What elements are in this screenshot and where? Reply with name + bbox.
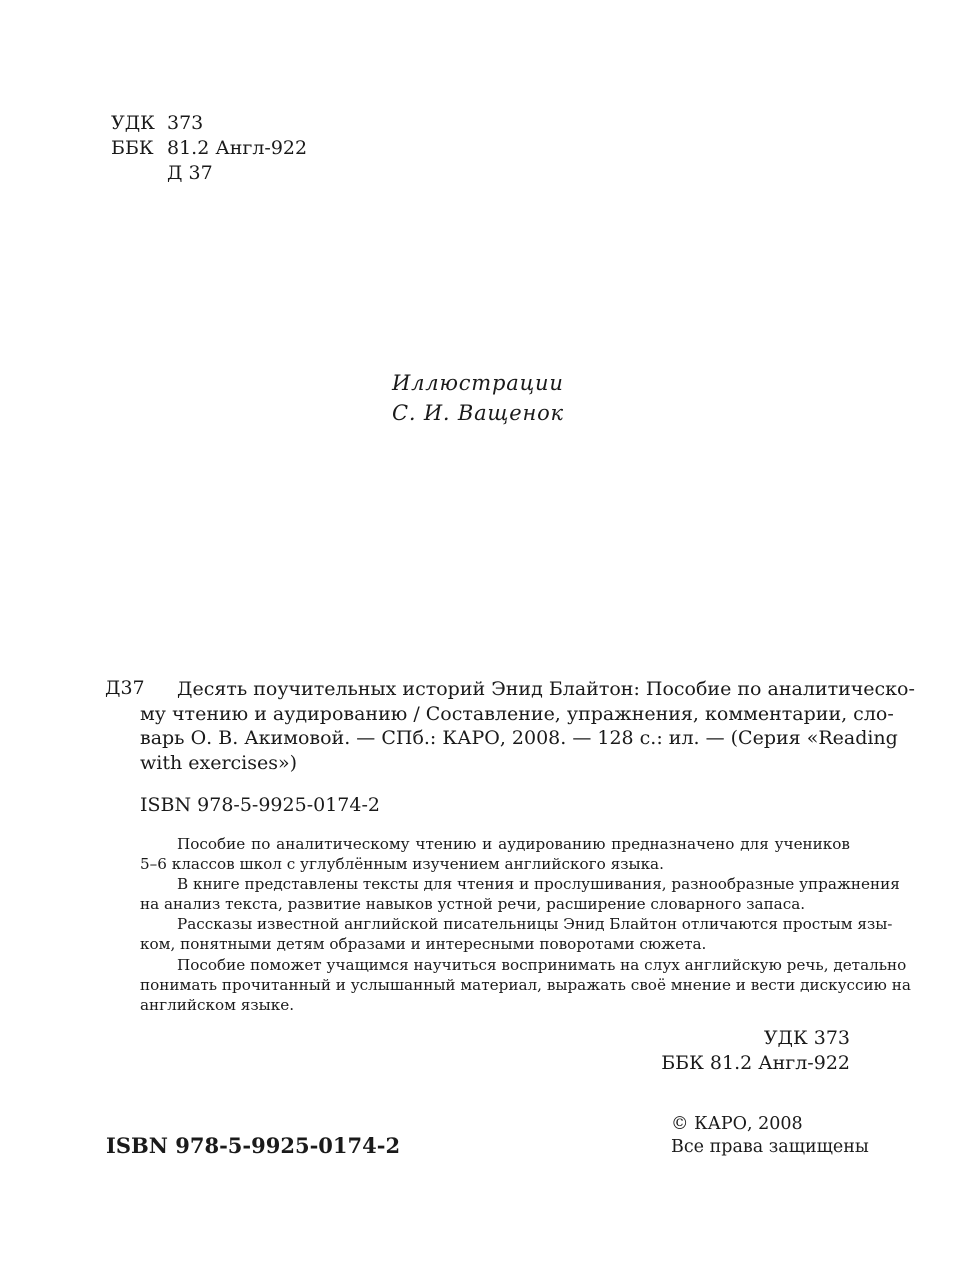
annotation-line: на анализ текста, развитие навыков устной речи, расширение словарного запаса. (140, 895, 806, 914)
copyright-line: © КАРО, 2008 (671, 1114, 803, 1134)
annotation-line: 5–6 классов школ с углублённым изучением английского языка. (140, 855, 664, 874)
annotation-line: Пособие по аналитическому чтению и аудированию предназначено для учеников (177, 835, 850, 853)
bib-line: му чтению и аудированию / Составление, упражнения, комментарии, сло- (140, 702, 894, 725)
annotation-paragraph (140, 874, 900, 914)
bib-code: Д37 (105, 677, 145, 699)
annotation-line: понимать прочитанный и услышанный материал, выражать своё мнение и вести дискуссию на (140, 975, 911, 994)
bibliographic-entry (140, 677, 915, 775)
annotation-paragraph (140, 955, 911, 1015)
annotation-line: В книге представлены тексты для чтения и прослушивания, разнообразные упражнения (177, 875, 900, 894)
bib-line: варь О. В. Акимовой. — СПб.: КАРО, 2008. — 128 с.: ил. — (Серия «Reading (140, 727, 898, 749)
isbn-bottom: ISBN 978-5-9925-0174-2 (106, 1133, 401, 1158)
annotation (140, 834, 911, 1015)
udk-bottom: УДК 373 (763, 1027, 850, 1049)
udk-value: 373 (167, 112, 204, 134)
annotation-line: Пособие поможет учащимся научиться воспринимать на слух английскую речь, детально (177, 955, 907, 974)
bib-line: with exercises») (140, 751, 298, 774)
annotation-line: английском языке. (140, 995, 295, 1014)
annotation-line: ком, понятными детям образами и интересными поворотами сюжета. (140, 935, 707, 954)
rights-reserved: Все права защищены (671, 1137, 869, 1157)
bib-line: Десять поучительных историй Энид Блайтон: Пособие по аналитическо- (177, 678, 915, 700)
annotation-paragraph (140, 914, 893, 954)
bbk-bottom: ББК 81.2 Англ-922 (661, 1052, 850, 1074)
bbk-label: ББК (111, 137, 154, 159)
udk-label: УДК (111, 112, 155, 134)
bbk-value: 81.2 Англ-922 (167, 137, 308, 159)
annotation-line: Рассказы известной английской писательницы Энид Блайтон отличаются простым язы- (177, 915, 893, 934)
annotation-paragraph (140, 834, 850, 874)
author-sign: Д 37 (167, 162, 213, 184)
illustrations-title: Иллюстрации (392, 371, 564, 395)
isbn-entry: ISBN 978-5-9925-0174-2 (140, 794, 380, 816)
illustrations-artist: С. И. Ващенок (392, 401, 564, 425)
